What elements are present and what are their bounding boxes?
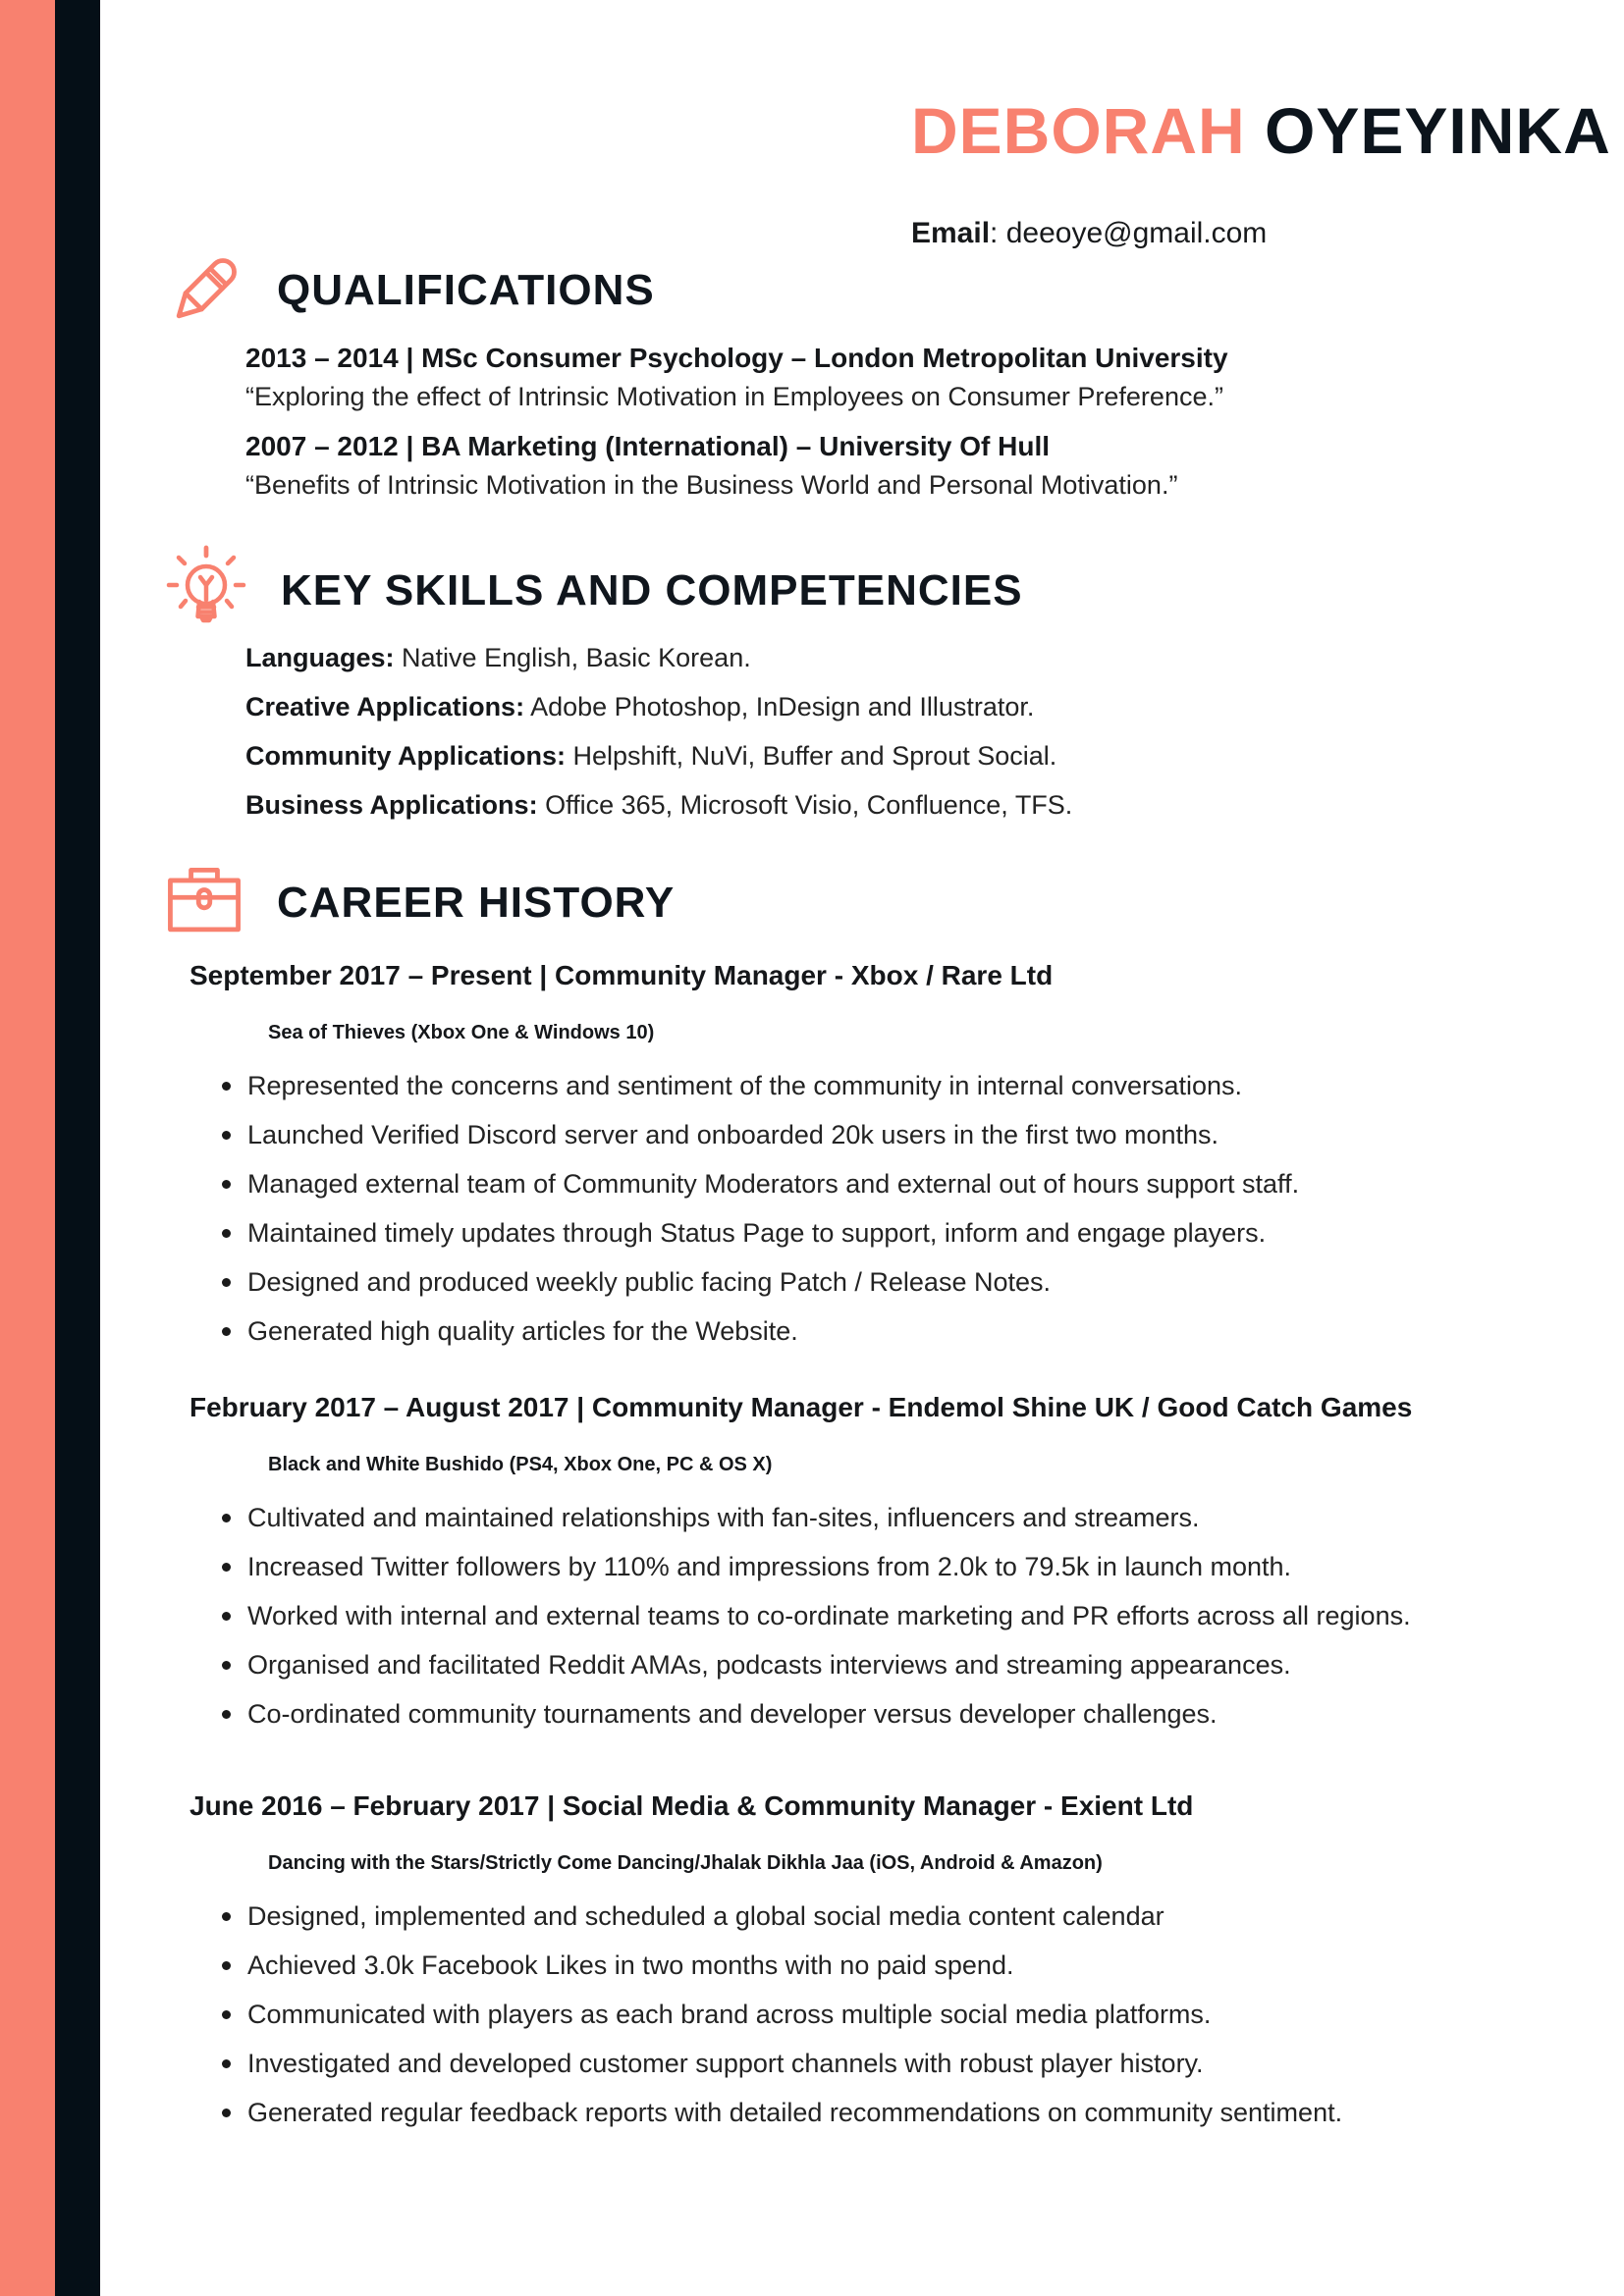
email-label: Email [911,217,991,249]
qualification-degree: 2013 – 2014 | MSc Consumer Psychology – London Metropolitan University [245,343,1228,373]
job-bullet: Achieved 3.0k Facebook Likes in two months with no paid spend. [220,1948,1565,1984]
job-bullet: Investigated and developed customer support channels with robust player history. [220,2046,1565,2082]
job-bullet: Increased Twitter followers by 110% and impressions from 2.0k to 79.5k in launch month. [220,1549,1565,1585]
job-bullet: Managed external team of Community Moderators and external out of hours support staff. [220,1166,1565,1202]
skill-creative-applications [245,689,1565,725]
job-bullet-list [189,1898,1565,2131]
job-rare-ltd [189,957,1565,1350]
key-skills-body [157,640,1565,824]
career-history-title: CAREER HISTORY [277,879,676,927]
section-qualifications [157,243,1565,503]
job-bullet: Represented the concerns and sentiment of the community in internal conversations. [220,1068,1565,1104]
left-dark-stripe [55,0,100,2296]
page-title [911,94,1611,167]
qualifications-title: QUALIFICATIONS [277,266,655,314]
skill-label: Community Applications: [245,741,567,771]
qualifications-body [157,340,1565,503]
job-bullet: Generated regular feedback reports with detailed recommendations on community sentiment. [220,2095,1565,2131]
job-good-catch-games [189,1389,1565,1733]
skill-label: Creative Applications: [245,692,525,721]
skill-text: Helpshift, NuVi, Buffer and Sprout Social. [566,741,1057,771]
qualification-degree: 2007 – 2012 | BA Marketing (International) – University Of Hull [245,431,1051,461]
key-skills-header [157,542,1565,640]
job-bullet: Co-ordinated community tournaments and developer versus developer challenges. [220,1696,1565,1733]
qualification-entry [245,428,1565,503]
skill-label: Business Applications: [245,790,538,820]
first-name: DEBORAH [911,94,1246,167]
job-project: Dancing with the Stars/Strictly Come Dancing/Jhalak Dikhla Jaa (iOS, Android & Amazon) [268,1852,1103,1874]
job-bullet: Launched Verified Discord server and onboarded 20k users in the first two months. [220,1117,1565,1153]
job-bullet: Communicated with players as each brand across multiple social media platforms. [220,1997,1565,2033]
lightbulb-icon [157,542,255,640]
qualification-thesis: “Benefits of Intrinsic Motivation in the Business World and Personal Motivation.” [245,470,1178,500]
job-heading: June 2016 – February 2017 | Social Media & Community Manager - Exient Ltd [189,1790,1194,1821]
job-exient-ltd [189,1788,1565,2131]
skill-text: Office 365, Microsoft Visio, Confluence, TFS. [537,790,1073,820]
qualification-thesis: “Exploring the effect of Intrinsic Motivation in Employees on Consumer Preference.” [245,382,1223,411]
job-bullet: Designed and produced weekly public facing Patch / Release Notes. [220,1264,1565,1301]
job-bullet: Designed, implemented and scheduled a global social media content calendar [220,1898,1565,1935]
left-accent-stripe [0,0,55,2296]
job-bullet-list [189,1500,1565,1733]
section-key-skills [157,542,1565,836]
job-bullet: Maintained timely updates through Status Page to support, inform and engage players. [220,1215,1565,1252]
briefcase-icon [157,856,251,950]
job-bullet: Worked with internal and external teams to co-ordinate marketing and PR efforts across all regions. [220,1598,1565,1634]
job-project: Black and White Bushido (PS4, Xbox One, PC & OS X) [268,1454,773,1475]
skill-text: Native English, Basic Korean. [394,643,751,672]
skill-label: Languages: [245,643,395,672]
job-heading: September 2017 – Present | Community Manager - Xbox / Rare Ltd [189,960,1054,990]
skill-text: Adobe Photoshop, InDesign and Illustrator. [524,692,1035,721]
job-bullet-list [189,1068,1565,1350]
job-bullet: Cultivated and maintained relationships with fan-sites, influencers and streamers. [220,1500,1565,1536]
job-bullet: Generated high quality articles for the Website. [220,1313,1565,1350]
qualification-entry [245,340,1565,414]
job-bullet: Organised and facilitated Reddit AMAs, podcasts interviews and streaming appearances. [220,1647,1565,1683]
job-heading: February 2017 – August 2017 | Community Manager - Endemol Shine UK / Good Catch Games [189,1392,1413,1422]
pencil-icon [157,243,251,338]
career-history-header [157,856,1565,950]
key-skills-title: KEY SKILLS AND COMPETENCIES [281,566,1023,614]
last-name: OYEYINKA [1265,94,1611,167]
job-project: Sea of Thieves (Xbox One & Windows 10) [268,1022,655,1043]
skill-community-applications [245,738,1565,774]
section-career-history [157,856,1565,2144]
email-value: : deeoye@gmail.com [990,217,1268,249]
career-history-body [157,957,1565,2131]
skill-business-applications [245,787,1565,824]
skill-languages [245,640,1565,676]
qualifications-header [157,243,1565,338]
